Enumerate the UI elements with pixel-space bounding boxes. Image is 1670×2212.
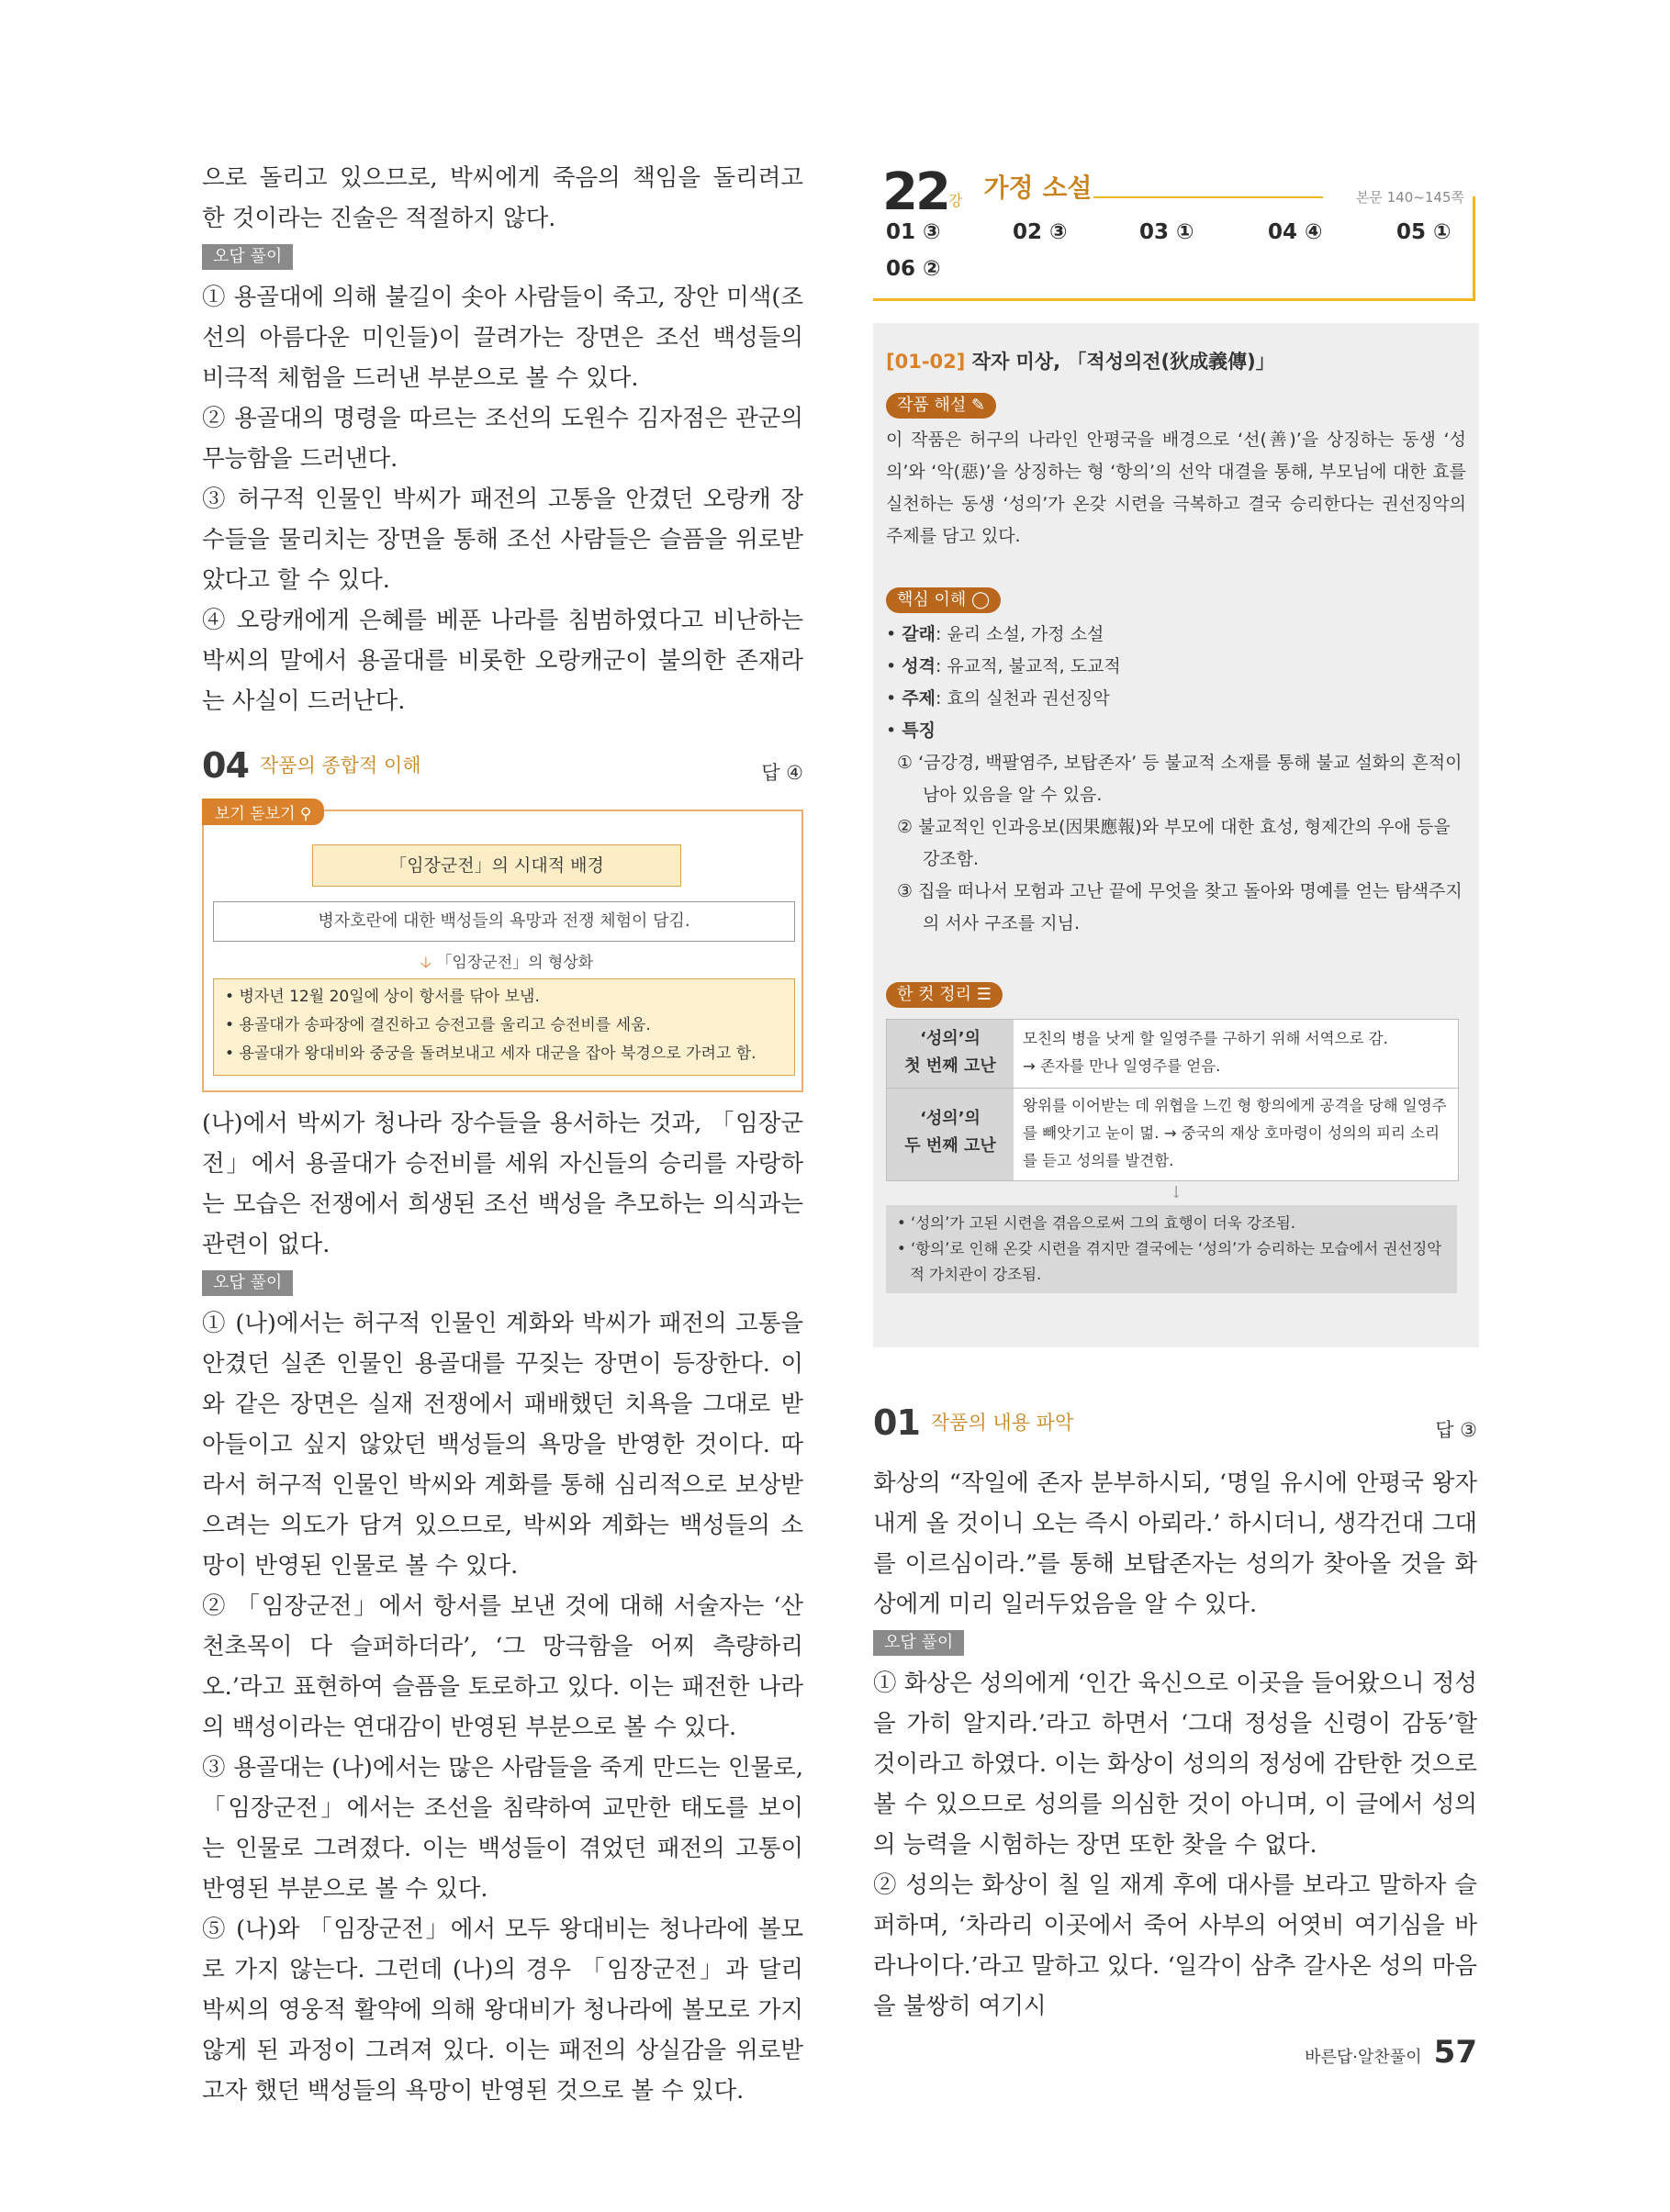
question-title: 작품의 종합적 이해 (259, 754, 421, 776)
table-row (887, 1089, 1458, 1180)
list-item: • 병자년 12월 20일에 상이 항서를 닦아 보냄. (225, 988, 540, 1006)
paragraph: ① 화상은 성의에게 ‘인간 육신으로 이곳을 들어왔으니 정성을 가히 알지라.’라고 하면서 ‘그대 정성을 신령이 감동’할 것이라고 하였다. 이는 화상이 성의의 정성에 감탄한 것으로 볼 수 있으므로 성의를 의심한 것이 아니며, 이 글에서 성의의 능력을 시험하는 장면 또한 찾을 수 없다. (873, 1670, 1477, 1859)
paragraph: ① (나)에서는 허구적 인물인 계화와 박씨가 패전의 고통을 안겼던 실존 인물인 용골대를 꾸짖는 장면이 등장한다. 이와 같은 장면은 실재 전쟁에서 패배했던 치욕을 그대로 받아들이고 싶지 않았던 백성들의 욕망을 반영한 것이다. 따라서 허구적 인물인 박씨와 계화를 통해 심리적으로 보상받으려는 의도가 담겨 있으므로, 박씨와 계화는 백성들의 소망이 반영된 인물로 볼 수 있다. (202, 1310, 803, 1580)
table-row (887, 1020, 1458, 1089)
left-column (202, 158, 803, 2111)
question-header (873, 1402, 1477, 1454)
feature-item: ② 불교적인 인과응보(因果應報)와 부모에 대한 효성, 형제간의 우애 등을 강조함. (897, 817, 1451, 869)
bogi-items-box (213, 978, 795, 1076)
paragraph: 화상의 “작일에 존자 분부하시되, ‘명일 유시에 안평국 왕자 내게 올 것이니 오는 즉시 아뢰라.’ 하시더니, 생각건대 그대를 이르심이라.”를 통해 보탑존자는 성의가 찾아올 것을 화상에게 미리 일러두었음을 알 수 있다. (873, 1469, 1477, 1618)
core-item: • 갈래: 윤리 소설, 가정 소설 (886, 624, 1104, 644)
page-footer (1305, 2034, 1477, 2071)
core-label: 핵심 이해 ◯ (886, 587, 1001, 613)
arrow-down-icon: 🡣 (420, 954, 432, 972)
bogi-box (202, 805, 803, 1092)
lightbulb-icon: ◯ (971, 590, 991, 609)
core-item: • 특징 (886, 721, 936, 741)
table-head-cell: ‘성의’의 두 번째 고난 (887, 1089, 1014, 1180)
table-head-cell: ‘성의’의 첫 번째 고난 (887, 1020, 1014, 1088)
wrong-answer-tag: 오답 풀이 (873, 1630, 964, 1656)
summary-block (886, 982, 1466, 1293)
feature-item: ① ‘금강경, 백팔염주, 보탑존자’ 등 불교적 소재를 통해 불교 설화의 흔적이 남아 있음을 알 수 있음. (897, 753, 1463, 805)
answer-item: 04 ④ (1268, 220, 1323, 244)
paragraph: ⑤ (나)와 「임장군전」에서 모두 왕대비는 청나라에 볼모로 가지 않는다. 그런데 (나)의 경우 「임장군전」과 달리 박씨의 영웅적 활약에 의해 왕대비가 청나라에 볼모로 가지 않게 된 과정이 그려져 있다. 이는 패전의 상실감을 위로받고자 했던 백성들의 욕망이 반영된 것으로 볼 수 있다. (202, 1916, 803, 2105)
bogi-arrow-label: 🡣 「임장군전」의 형상화 (420, 954, 594, 972)
answer-item: 05 ① (1396, 220, 1451, 244)
wrong-answer-tag: 오답 풀이 (202, 244, 293, 270)
paragraph: ③ 용골대는 (나)에서는 많은 사람들을 죽게 만드는 인물로, 「임장군전」에서는 조선을 침략하여 교만한 태도를 보이는 인물로 그려졌다. 이는 백성들이 겪었던 패전의 고통이 반영된 부분으로 볼 수 있다. (202, 1754, 803, 1903)
note-item: • ‘항의’로 인해 온갖 시련을 겪지만 결국에는 ‘성의’가 승리하는 모습에서 권선징악적 가치관이 강조됨. (897, 1240, 1442, 1283)
lesson-suffix: 강 (947, 192, 963, 209)
feature-item: ③ 집을 떠나서 모험과 고난 끝에 무엇을 찾고 돌아와 명예를 얻는 탐색주지의 서사 구조를 지님. (897, 881, 1463, 933)
paragraph: 으로 돌리고 있으므로, 박씨에게 죽음의 책임을 돌리려고 한 것이라는 진술은 적절하지 않다. (202, 164, 803, 232)
paragraph: ① 용골대에 의해 불길이 솟아 사람들이 죽고, 장안 미색(조선의 아름다운 미인들)이 끌려가는 장면은 조선 백성들의 비극적 체험을 드러낸 부분으로 볼 수 있다. (202, 284, 803, 392)
note-item: • ‘성의’가 고된 시련을 겪음으로써 그의 효행이 더욱 강조됨. (897, 1214, 1296, 1232)
table-body-cell: 왕위를 이어받는 데 위협을 느낀 형 항의에게 공격을 당해 일영주를 빼앗기고 눈이 멂. → 중국의 재상 호마령이 성의의 피리 소리를 듣고 성의를 발견함. (1014, 1089, 1458, 1180)
question-number: 04 (202, 745, 249, 786)
table-body-cell: 모친의 병을 낫게 할 일영주를 구하기 위해 서역으로 감. → 존자를 만나 일영주를 얻음. (1014, 1020, 1458, 1088)
right-lower (873, 1402, 1477, 2020)
answer-item: 02 ③ (1013, 220, 1068, 244)
commentary-label: 작품 해설 ✎ (886, 393, 996, 419)
commentary-text: 이 작품은 허구의 나라인 안평국을 배경으로 ‘선(善)’을 상징하는 동생 ‘성의’와 ‘악(惡)’을 상징하는 형 ‘항의’의 선악 대결을 통해, 부모님에 대한 효를 실천하는 동생 ‘성의’가 온갖 시련을 극복하고 결국 승리한다는 권선징악의 주제를 담고 있다. (886, 430, 1466, 546)
question-title: 작품의 내용 파악 (930, 1412, 1074, 1434)
paragraph: ② 용골대의 명령을 따르는 조선의 도원수 김자점은 관군의 무능함을 드러낸다. (202, 405, 803, 473)
pencil-icon: ✎ (971, 396, 986, 415)
answer-box (873, 162, 1475, 301)
page-number: 57 (1433, 2034, 1477, 2071)
list-item: • 용골대가 왕대비와 중궁을 돌려보내고 세자 대군을 잡아 북경으로 가려고 함. (225, 1045, 757, 1063)
summary-table (886, 1019, 1459, 1181)
question-number: 01 (873, 1402, 920, 1443)
answer-item: 01 ③ (886, 220, 941, 244)
answer-item: 06 ② (886, 257, 941, 281)
question-header (202, 745, 803, 797)
core-item: • 주제: 효의 실천과 권선징악 (886, 688, 1110, 709)
paragraph: (나)에서 박씨가 청나라 장수들을 용서하는 것과, 「임장군전」에서 용골대가 승전비를 세워 자신들의 승리를 자랑하는 모습은 전쟁에서 희생된 조선 백성을 추모하는 의식과는 관련이 없다. (202, 1110, 803, 1258)
summary-notes (886, 1205, 1457, 1293)
core-block (886, 587, 1466, 940)
question-answer: 답 ③ (1435, 1419, 1477, 1441)
lesson-header (882, 162, 1093, 222)
answer-box-top-border (1093, 196, 1323, 198)
bogi-title-box: 「임장군전」의 시대적 배경 (312, 844, 681, 887)
summary-label: 한 컷 정리 ☰ (886, 982, 1003, 1008)
paragraph: ② 「임장군전」에서 항서를 보낸 것에 대해 서술자는 ‘산천초목이 다 슬퍼하더라’, ‘그 망극함을 어찌 측량하리오.’라고 표현하여 슬픔을 토로하고 있다. 이는 패전한 나라의 백성이라는 연대감이 반영된 부분으로 볼 수 있다. (202, 1592, 803, 1741)
list-item: • 용골대가 송파장에 결진하고 승전고를 울리고 승전비를 세움. (225, 1016, 651, 1034)
work-title: [01-02] 작자 미상, 「적성의전(狄成義傳)」 (886, 351, 1275, 373)
answer-box-bottom-border (873, 298, 1475, 301)
answer-item: 03 ① (1139, 220, 1194, 244)
answer-box-right-border (1473, 196, 1475, 301)
paragraph: ④ 오랑캐에게 은혜를 베푼 나라를 침범하였다고 비난하는 박씨의 말에서 용골대를 비롯한 오랑캐군이 불의한 존재라는 사실이 드러난다. (202, 607, 803, 715)
analysis-section (873, 323, 1479, 1347)
core-item: • 성격: 유교적, 불교적, 도교적 (886, 656, 1121, 676)
paragraph: ③ 허구적 인물인 박씨가 패전의 고통을 안겼던 오랑캐 장수들을 물리치는 장면을 통해 조선 사람들은 슬픔을 위로받았다고 할 수 있다. (202, 486, 803, 594)
notes-icon: ☰ (976, 985, 992, 1004)
bogi-context-box: 병자호란에 대한 백성들의 욕망과 전쟁 체험이 담김. (213, 901, 795, 942)
lesson-title: 가정 소설 (983, 173, 1093, 203)
lesson-pages: 본문 140~145쪽 (1352, 187, 1468, 207)
wrong-answer-tag: 오답 풀이 (202, 1270, 293, 1296)
footer-label: 바른답·알찬풀이 (1305, 2048, 1422, 2067)
lesson-number: 22 (882, 162, 948, 222)
paragraph: ② 성의는 화상이 칠 일 재계 후에 대사를 보라고 말하자 슬퍼하며, ‘차라리 이곳에서 죽어 사부의 어엿비 여기심을 바라나이다.’라고 말하고 있다. ‘일각이 삼추 갈사온 성의 마음을 불쌍히 여기시 (873, 1871, 1477, 2020)
magnifier-icon: ⚲ (299, 805, 312, 823)
question-answer: 답 ④ (761, 762, 803, 784)
arrow-down-icon: ↓ (1169, 1183, 1183, 1202)
bogi-tag: 보기 돋보기 ⚲ (202, 799, 324, 825)
commentary-block (886, 393, 1466, 553)
